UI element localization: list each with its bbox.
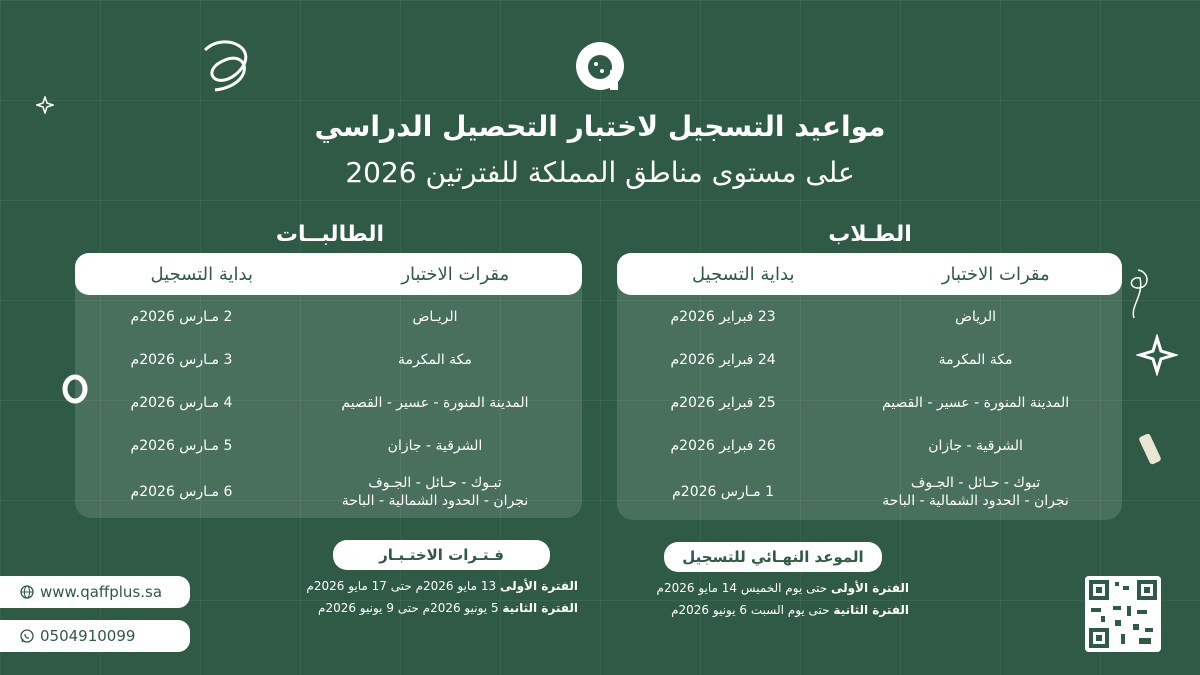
male-table-header <box>617 253 1122 295</box>
female-table-header <box>75 253 582 295</box>
brand-logo <box>574 40 626 92</box>
female-title: الطالبــات <box>275 222 385 247</box>
test-period-1: الفترة الأولى 13 مايو 2026م حتى 17 مايو 2026م <box>306 579 578 593</box>
deadline-period-2: الفترة الثانية حتى يوم السبت 6 يونيو 2026م <box>671 603 909 617</box>
test-period-2: الفترة الثانية 5 يونيو 2026م حتى 9 يونيو 2026م <box>318 601 578 615</box>
table-row: مكة المكرمة 24 فبراير 2026م <box>670 351 1013 368</box>
test-periods-text <box>306 575 578 619</box>
page-subtitle: على مستوى مناطق المملكة للفترتين 2026 <box>345 156 855 189</box>
sparkle-icon <box>36 96 54 114</box>
male-col-centers: مقرات الاختبار <box>941 263 1050 285</box>
female-table <box>75 253 582 518</box>
globe-icon <box>20 585 34 599</box>
table-row: المدينة المنورة - عسير - القصيم 25 فبراير 2026م <box>670 394 1070 411</box>
star-decoration <box>1136 334 1178 376</box>
qr-code[interactable] <box>1085 576 1161 652</box>
pill-decoration <box>1136 432 1164 468</box>
male-title: الطـلاب <box>828 222 912 247</box>
male-table <box>617 253 1122 520</box>
table-row: المدينة المنورة - عسير - القصيم 4 مـارس 2026م <box>130 394 529 411</box>
deadline-period-1: الفترة الأولى حتى يوم الخميس 14 مايو 2026م <box>656 581 909 595</box>
scribble-decoration <box>195 30 270 95</box>
curl-decoration <box>1120 266 1156 320</box>
table-row: مكة المكرمة 3 مـارس 2026م <box>130 351 472 368</box>
table-row: الريـاض 2 مـارس 2026م <box>130 308 458 325</box>
table-row: تبوك - حـائل - الجـوف نجران - الحدود الشمالية - الباحة 1 مـارس 2026م <box>672 475 1069 509</box>
website-link[interactable] <box>0 576 190 608</box>
test-periods-label: فـتـرات الاختـبـار <box>333 540 550 570</box>
female-col-start: بداية التسجيل <box>150 263 253 285</box>
deadline-text <box>657 577 909 621</box>
table-row: تبـوك - حـائل - الجـوف نجران - الحدود الشمالية - الباحة 6 مـارس 2026م <box>130 475 529 509</box>
table-row: الشرقية - جازان 26 فبراير 2026م <box>670 437 1023 454</box>
phone-text: 0504910099 <box>40 627 136 645</box>
whatsapp-icon <box>20 629 34 643</box>
male-col-start: بداية التسجيل <box>692 263 795 285</box>
female-col-centers: مقرات الاختبار <box>401 263 510 285</box>
deadline-label: الموعد النهـائي للتسجيل <box>664 542 882 572</box>
table-row: الرياض 23 فبراير 2026م <box>670 308 997 325</box>
website-text: www.qaffplus.sa <box>40 583 163 601</box>
table-row: الشرقية - جازان 5 مـارس 2026م <box>130 437 483 454</box>
phone-link[interactable] <box>0 620 190 652</box>
page-title: مواعيد التسجيل لاختبار التحصيل الدراسي <box>314 110 886 143</box>
